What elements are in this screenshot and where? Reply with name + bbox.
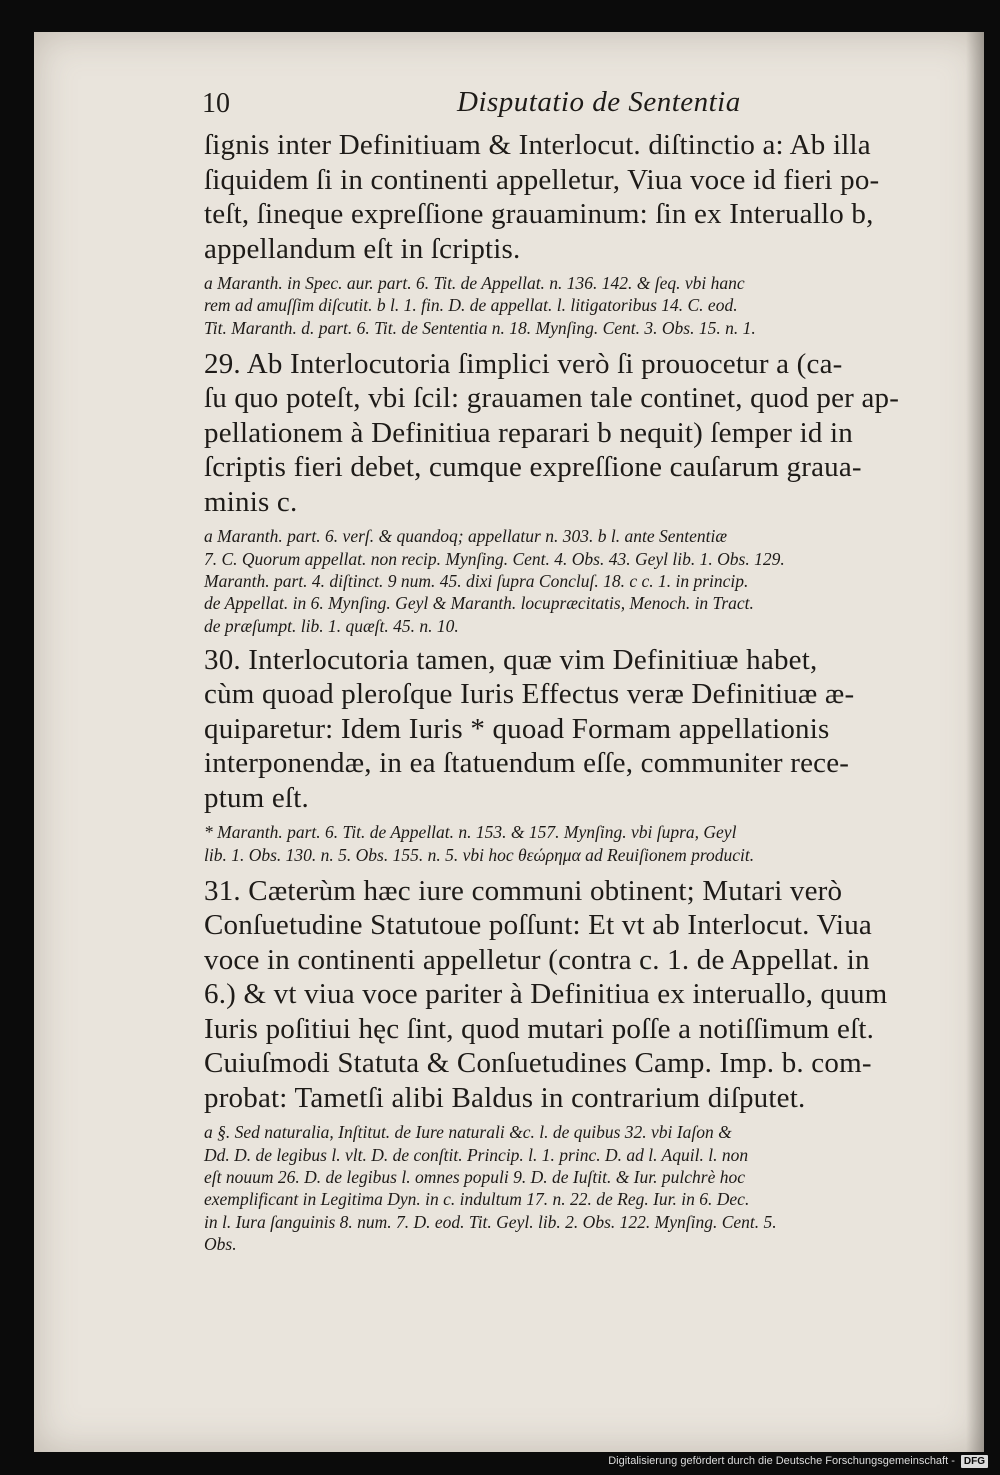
book-page: [34, 32, 984, 1452]
page-number: 10: [202, 88, 230, 119]
page-fold-shadow: [966, 32, 984, 1452]
paragraph-31: 31. Cæterùm hæc iure communi obtinent; Mutari verò Conſuetudine Statutoue poſſunt: Et vt ab Interlocut. Viua voce in continenti appelletur (contra c. 1. de Appellat. in 6.) & vt viua voce pariter à Definitiua ex interuallo, quum Iuris poſitiui hęc ſint, quod mutari poſſe a notiſſimum eſt. Cuiuſmodi Statuta & Conſuetudines Camp. Imp. b. com- probat: Tametſi alibi Baldus in contrarium diſputet.: [204, 874, 888, 1114]
paragraph-29: 29. Ab Interlocutoria ſimplici verò ſi prouocetur a (ca- ſu quo poteſt, vbi ſcil: grauamen tale continet, quod per ap- pellationem à Definitiua reparari b nequit) ſemper id in ſcriptis fieri debet, cumque expreſſione cauſarum graua- minis c.: [204, 347, 900, 518]
footnotes-29: a Maranth. part. 6. verſ. & quandoq; appellatur n. 303. b l. ante Sententiæ 7. C. Quorum appellat. non recip. Mynſing. Cent. 4. Obs. 43. Geyl lib. 1. Obs. 129. Maranth. part. 4. diſtinct. 9 num. 45. dixi ſupra Concluſ. 18. c c. 1. in princip. de Appellat. in 6. Mynſing. Geyl & Maranth. locupræcitatis, Menoch. in Tract. de præſumpt. lib. 1. quæſt. 45. n. 10.: [204, 526, 785, 636]
credit-text: Digitalisierung gefördert durch die Deutsche Forschungsgemeinschaft -: [608, 1455, 955, 1467]
footnotes-31: a §. Sed naturalia, Inſtitut. de Iure naturali &c. l. de quibus 32. vbi Iaſon & Dd. D. de legibus l. vlt. D. de conſtit. Princip. l. 1. princ. D. ad l. Aquil. l. non eſt nouum 26. D. de legibus l. omnes populi 9. D. de Iuſtit. & Iur. pulchrè hoc exemplificant in Legitima Dyn. in c. indultum 17. n. 22. de Reg. Iur. in 6. Dec. in l. Iura ſanguinis 8. num. 7. D. eod. Tit. Geyl. lib. 2. Obs. 122. Mynſing. Cent. 5. Obs.: [204, 1122, 777, 1254]
footnotes-30: * Maranth. part. 6. Tit. de Appellat. n. 153. & 157. Mynſing. vbi ſupra, Geyl lib. 1. Obs. 130. n. 5. Obs. 155. n. 5. vbi hoc θεώρημα ad Reuiſionem producit.: [204, 822, 755, 865]
paragraph-30: 30. Interlocutoria tamen, quæ vim Definitiuæ habet, cùm quoad pleroſque Iuris Effectus veræ Definitiuæ æ- quiparetur: Idem Iuris * quoad Formam appellationis interponendæ, in ea ſtatuendum eſſe, communiter rece- ptum eſt.: [204, 643, 855, 814]
dfg-logo: DFG: [961, 1455, 988, 1468]
page-header: [202, 88, 962, 128]
paragraph-28-continued: ſignis inter Definitiuam & Interlocut. diſtinctio a: Ab illa ſiquidem ſi in continenti appelletur, Viua voce id fieri po- teſt, ſineque expreſſione grauaminum: ſin ex Interuallo b, appellandum eſt in ſcriptis.: [204, 129, 880, 265]
running-title: Disputatio de Sententia: [457, 86, 741, 118]
footnotes-28: a Maranth. in Spec. aur. part. 6. Tit. de Appellat. n. 136. 142. & ſeq. vbi hanc rem ad amuſſim diſcutit. b l. 1. fin. D. de appellat. l. litigatoribus 14. C. eod. Tit. Maranth. d. part. 6. Tit. de Sententia n. 18. Mynſing. Cent. 3. Obs. 15. n. 1.: [204, 273, 756, 338]
digitization-credit: [608, 1453, 988, 1469]
text-column: [204, 128, 952, 1255]
